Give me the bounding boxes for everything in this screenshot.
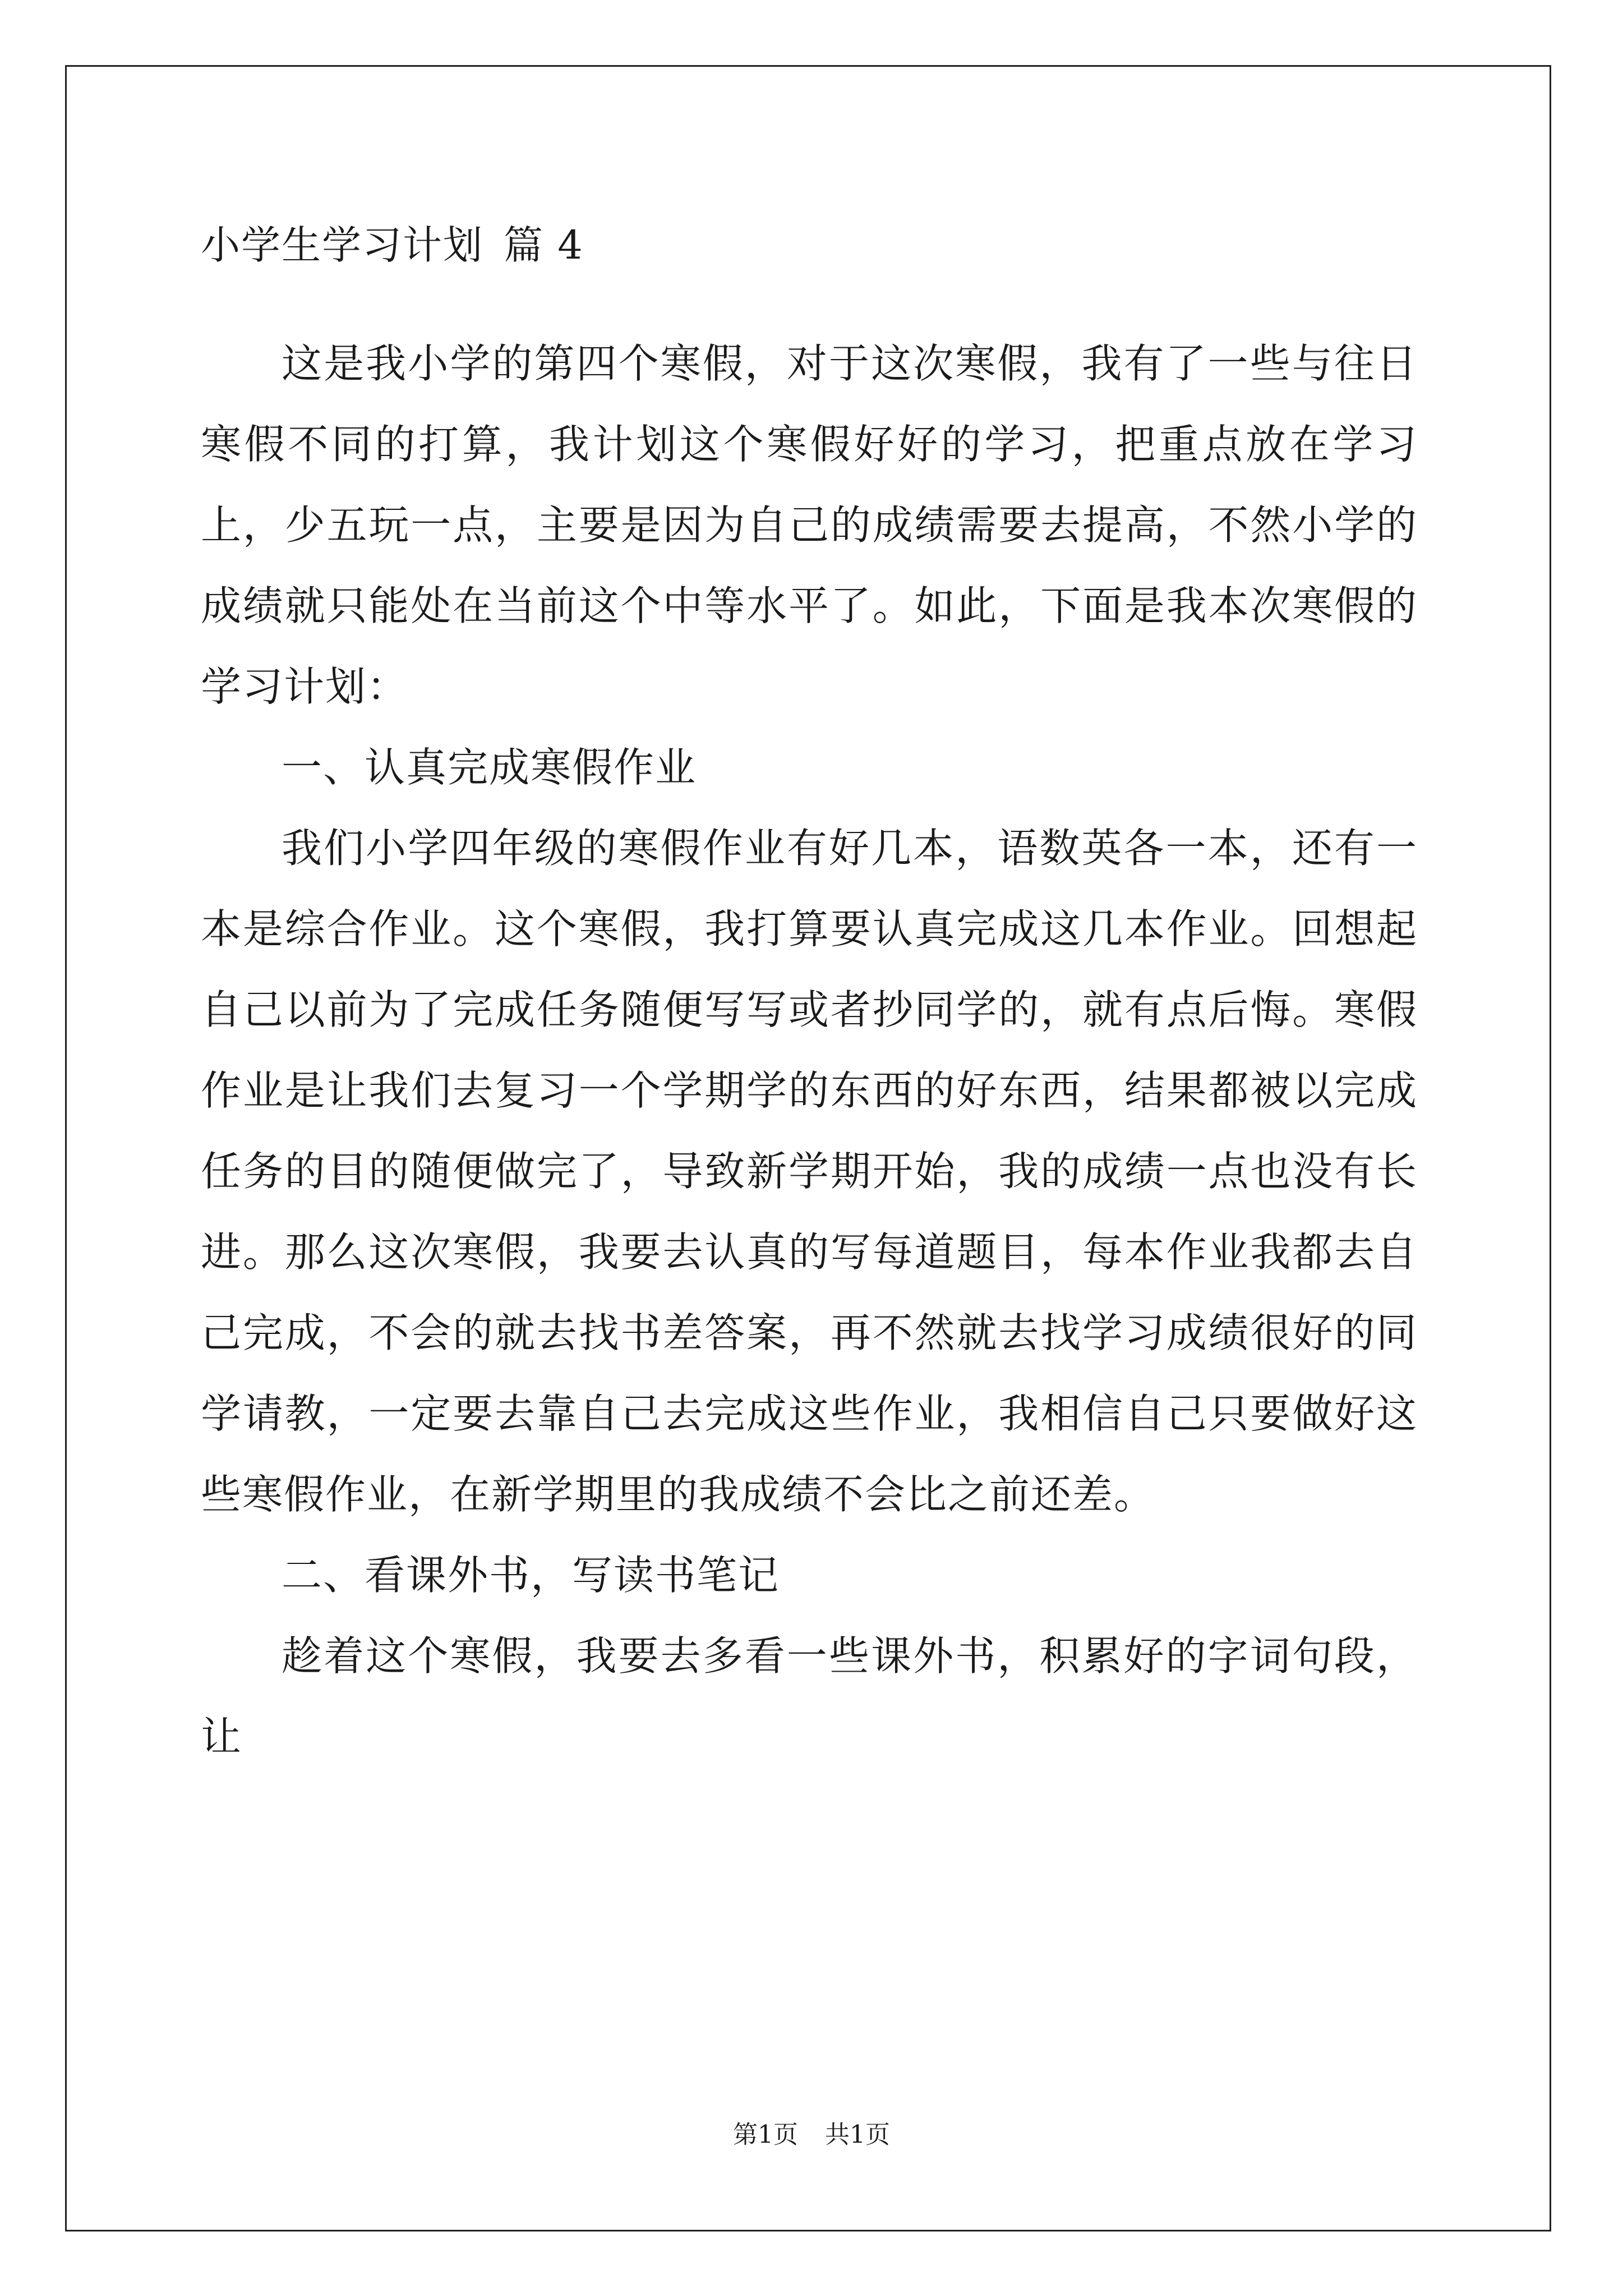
page-number: 第1页	[733, 2120, 798, 2149]
page-footer	[0, 2118, 1623, 2152]
paragraph-reading: 趁着这个寒假，我要去多看一些课外书，积累好的字词句段，让	[201, 1632, 1418, 1760]
title-section: 篇 4	[504, 222, 584, 268]
section-heading-1: 一、认真完成寒假作业	[282, 744, 697, 791]
section-heading-2: 二、看课外书，写读书笔记	[282, 1552, 780, 1599]
document-title	[201, 214, 1418, 276]
paragraph-homework: 我们小学四年级的寒假作业有好几本，语数英各一本，还有一本是综合作业。这个寒假，我打算要认真完成这几本作业。回想起自己以前为了完成任务随便写写或者抄同学的，就有点后悔。寒假作业是让我们去复习一个学期学的东西的好东西，结果都被以完成任务的目的随便做完了，导致新学期开始，我的成绩一点也没有长进。那么这次寒假，我要去认真的写每道题目，每本作业我都去自己完成，不会的就去找书差答案，再不然就去找学习成绩很好的同学请教，一定要去靠自己去完成这些作业，我相信自己只要做好这些寒假作业，在新学期里的我成绩不会比之前还差。	[201, 825, 1418, 1518]
page-total: 共1页	[825, 2120, 890, 2149]
paragraph-intro: 这是我小学的第四个寒假，对于这次寒假，我有了一些与往日寒假不同的打算，我计划这个寒假好好的学习，把重点放在学习上，少五玩一点，主要是因为自己的成绩需要去提高，不然小学的成绩就只能处在当前这个中等水平了。如此，下面是我本次寒假的学习计划：	[201, 340, 1418, 710]
document-body	[201, 214, 1418, 1777]
title-main: 小学生学习计划	[201, 222, 483, 268]
